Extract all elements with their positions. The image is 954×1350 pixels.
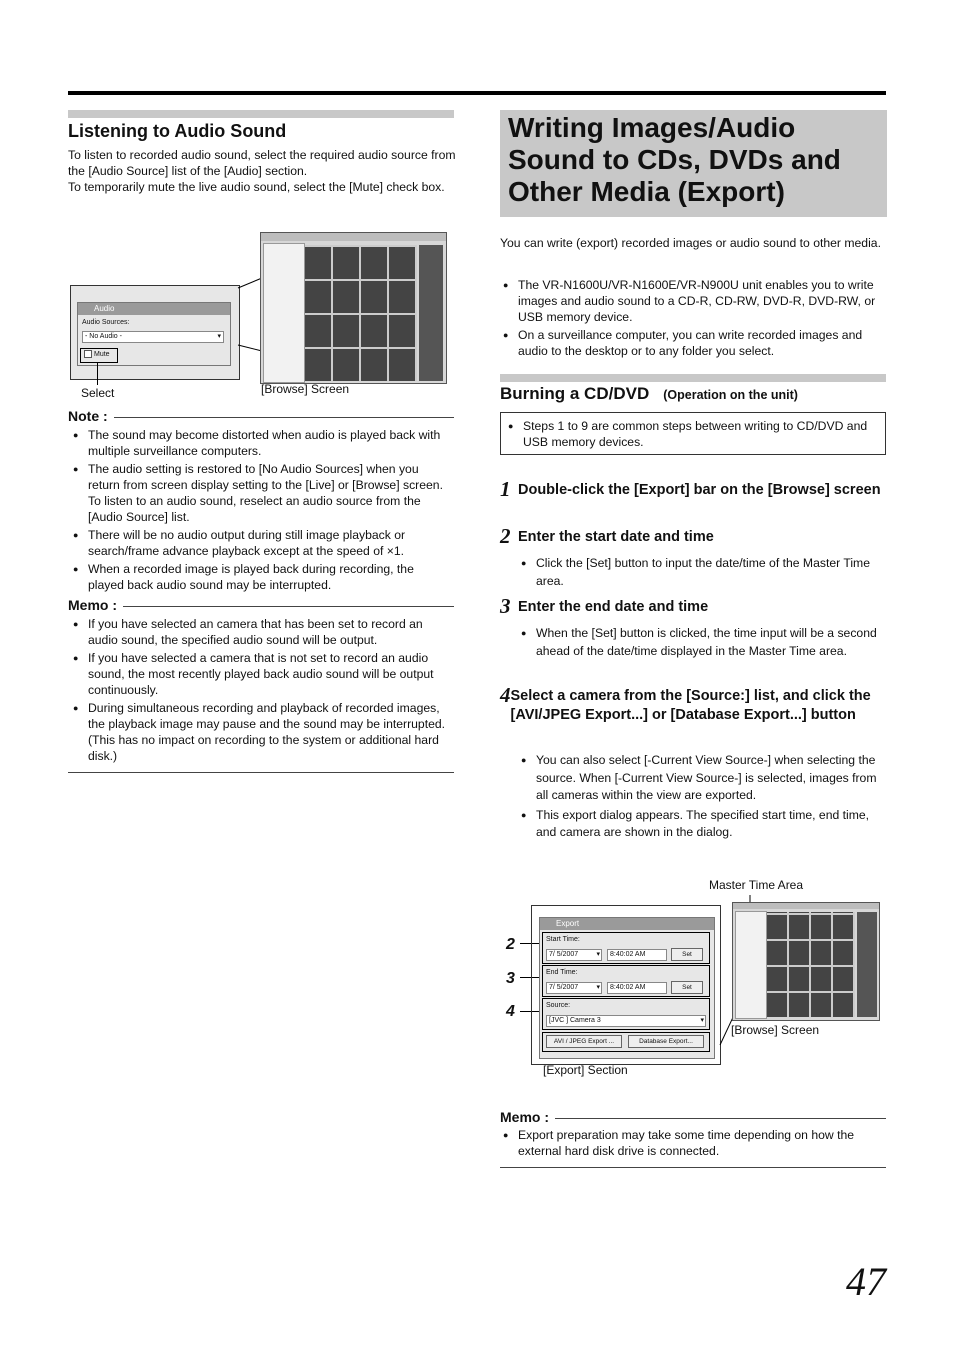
step-text: Select a camera from the [Source:] list, and click the [AVI/JPEG Export...] or [Database Export...] button xyxy=(510,688,871,723)
export-buttons-group xyxy=(542,1032,710,1052)
note-title: Note : xyxy=(68,408,108,424)
chapter-title: Writing Images/Audio Sound to CDs, DVDs and Other Media (Export) xyxy=(508,112,841,207)
export-figure xyxy=(500,895,884,1080)
memo-header xyxy=(500,1109,886,1125)
caption-browse-screen: [Browse] Screen xyxy=(261,382,350,396)
caption-export-section: [Export] Section xyxy=(543,1063,628,1077)
right-intro: You can write (export) recorded images or audio sound to other media. xyxy=(500,236,881,250)
audio-figure xyxy=(70,228,450,403)
export-panel xyxy=(539,917,715,1059)
chevron-down-icon: ▾ xyxy=(596,984,600,991)
page-number: 47 xyxy=(846,1259,886,1304)
list-item: ● You can also select [-Current View Source-] when selecting the source. When [-Current View Source-] is selected, images from all cameras within the view are exported. xyxy=(518,752,884,805)
thumb-grid-lines xyxy=(305,245,417,381)
chevron-down-icon: ▾ xyxy=(217,333,221,340)
section-bar xyxy=(68,110,454,118)
thumb-timeline xyxy=(419,245,443,381)
step-1 xyxy=(500,479,886,500)
burning-heading-row xyxy=(500,384,798,404)
chevron-down-icon: ▾ xyxy=(700,1017,704,1024)
thumb-sidebar xyxy=(263,243,305,383)
start-time-group xyxy=(542,932,710,964)
audio-sources-label: Audio Sources: xyxy=(82,319,130,326)
intro-line: To temporarily mute the live audio sound, select the [Mute] check box. xyxy=(68,180,445,194)
audio-panel-frame xyxy=(70,285,240,380)
list-item: ● The sound may become distorted when audio is played back with multiple surveillance computers. xyxy=(70,427,450,459)
database-export-button[interactable]: Database Export... xyxy=(628,1035,704,1048)
top-rule xyxy=(68,91,886,95)
list-item: ● There will be no audio output during still image playback or search/frame advance playback except at the speed of ×1. xyxy=(70,527,450,559)
memo-header xyxy=(68,597,454,613)
end-set-button[interactable]: Set xyxy=(671,981,703,994)
list-item: ● On a surveillance computer, you can write recorded images and audio to the desktop or to any folder you select. xyxy=(500,327,886,359)
memo-list xyxy=(500,1127,884,1161)
memo-list xyxy=(70,616,450,766)
step-number: 2 xyxy=(500,524,511,548)
start-time-label: Start Time: xyxy=(546,936,580,943)
export-section-frame xyxy=(531,905,721,1065)
step-3-list xyxy=(518,624,884,662)
end-time-group xyxy=(542,965,710,997)
section-bar xyxy=(500,374,886,382)
thumb-sidebar xyxy=(735,911,767,1019)
step-2 xyxy=(500,526,886,547)
memo-title: Memo : xyxy=(500,1109,549,1125)
list-item: ● Steps 1 to 9 are common steps between writing to CD/DVD and USB memory devices. xyxy=(505,418,875,450)
info-box xyxy=(500,412,886,455)
chapter-title-box xyxy=(500,110,887,217)
list-item: ● Export preparation may take some time depending on how the external hard disk drive is connected. xyxy=(500,1127,884,1159)
step-number: 4 xyxy=(500,683,511,707)
browse-screen-thumbnail xyxy=(732,902,880,1021)
memo-title: Memo : xyxy=(68,597,117,613)
thumb-grid-lines xyxy=(767,912,855,1017)
right-intro-list xyxy=(500,277,886,361)
start-time-field[interactable]: 8:40:02 AM xyxy=(607,949,667,961)
mute-checkbox[interactable]: Mute xyxy=(84,350,110,358)
caption-browse-screen: [Browse] Screen xyxy=(731,1023,820,1037)
burning-heading: Burning a CD/DVD xyxy=(500,384,650,403)
thumb-toolbar xyxy=(733,903,879,909)
divider xyxy=(500,1167,886,1168)
thumb-timeline xyxy=(857,912,877,1017)
thumb-toolbar xyxy=(261,233,446,241)
intro-text xyxy=(68,147,458,195)
list-item: ● The audio setting is restored to [No Audio Sources] when you return from screen display setting to the [Live] or [Browse] screen. To listen to an audio sound, reselect an audio source from the [Audio Source] list. xyxy=(70,461,450,525)
step-number: 3 xyxy=(500,594,511,618)
burning-subheading: (Operation on the unit) xyxy=(663,388,798,402)
caption-master-time-area: Master Time Area xyxy=(709,878,804,892)
audio-source-dropdown[interactable]: - No Audio - ▾ xyxy=(82,331,224,343)
figure-marker: 4 xyxy=(506,1003,515,1020)
chevron-down-icon: ▾ xyxy=(596,951,600,958)
start-set-button[interactable]: Set xyxy=(671,948,703,961)
intro-line: To listen to recorded audio sound, select the required audio source from the [Audio Source] list of the [Audio] section. xyxy=(68,148,456,178)
leader-line xyxy=(97,363,98,385)
step-number: 1 xyxy=(500,477,511,501)
export-panel-title: Export xyxy=(540,918,714,930)
list-item: ● The VR-N1600U/VR-N1600E/VR-N900U unit enables you to write images and audio sound to a CD-R, CD-RW, DVD-R, DVD-RW, or USB memory device. xyxy=(500,277,886,325)
browse-screen-thumbnail xyxy=(260,232,447,384)
step-4 xyxy=(500,685,886,725)
step-4-list xyxy=(518,752,884,844)
list-item: ● During simultaneous recording and playback of recorded images, the playback image may pause and the sound may be interrupted. (This has no impact on recording to the system or additional hard disk.) xyxy=(70,700,450,764)
divider xyxy=(68,772,454,773)
list-item: ● If you have selected a camera that is not set to record an audio sound, the most recently played back audio sound will be output continuously. xyxy=(70,650,450,698)
list-item: ● When the [Set] button is clicked, the time input will be a second ahead of the date/time displayed in the Master Time area. xyxy=(518,624,884,660)
list-item: ● If you have selected an camera that has been set to record an audio sound, the specified audio sound will be output. xyxy=(70,616,450,648)
source-label: Source: xyxy=(546,1002,571,1009)
step-3 xyxy=(500,596,886,617)
step-text: Double-click the [Export] bar on the [Browse] screen xyxy=(518,482,881,498)
list-item: ● This export dialog appears. The specified start time, end time, and camera are shown in the dialog. xyxy=(518,807,884,842)
step-text: Enter the start date and time xyxy=(518,529,714,545)
end-time-label: End Time: xyxy=(546,969,578,976)
audio-panel-title: Audio xyxy=(78,303,230,315)
section-heading: Listening to Audio Sound xyxy=(68,121,287,141)
source-dropdown[interactable]: [JVC ] Camera 3 ▾ xyxy=(546,1015,706,1027)
step-text: Enter the end date and time xyxy=(518,599,709,615)
note-list xyxy=(70,427,450,595)
caption-select: Select xyxy=(81,386,115,400)
end-time-field[interactable]: 8:40:02 AM xyxy=(607,982,667,994)
avi-jpeg-export-button[interactable]: AVI / JPEG Export ... xyxy=(546,1035,622,1048)
step-2-list xyxy=(518,554,884,592)
list-item: ● Click the [Set] button to input the date/time of the Master Time area. xyxy=(518,554,884,590)
list-item: ● When a recorded image is played back during recording, the played back audio sound may be interrupted. xyxy=(70,561,450,593)
figure-marker: 3 xyxy=(506,970,515,987)
source-group xyxy=(542,998,710,1030)
end-date-field[interactable]: 7/ 5/2007 ▾ xyxy=(546,982,602,994)
audio-panel xyxy=(77,302,231,366)
checkbox-icon xyxy=(84,350,92,358)
start-date-field[interactable]: 7/ 5/2007 ▾ xyxy=(546,949,602,961)
note-header xyxy=(68,408,454,424)
info-box-list xyxy=(505,418,875,452)
figure-marker: 2 xyxy=(506,936,515,953)
